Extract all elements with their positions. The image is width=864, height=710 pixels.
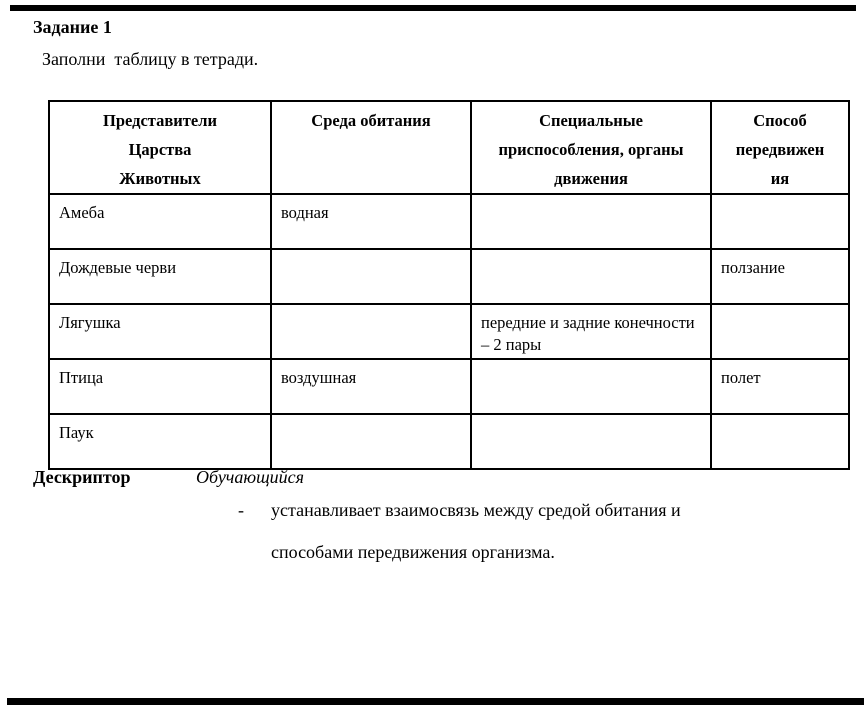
descriptor-criteria-line-1: устанавливает взаимосвязь между средой обитания и — [271, 500, 681, 520]
header-habitat — [271, 101, 471, 194]
row-bird — [49, 359, 849, 414]
header-line: Среда обитания — [311, 111, 431, 130]
descriptor-bullet-dash: - — [238, 500, 244, 520]
row-frog — [49, 304, 849, 359]
cell-ameba-name: Амеба — [49, 194, 271, 249]
header-line: передвижен — [735, 140, 825, 159]
cell-ameba-movement — [711, 194, 849, 249]
cell-spider-adaptations — [471, 414, 711, 469]
cell-spider-movement — [711, 414, 849, 469]
row-earthworms — [49, 249, 849, 304]
cell-frog-habitat — [271, 304, 471, 359]
header-line: приспособления, органы — [498, 140, 684, 159]
cell-frog-adaptations: передние и задние конечности – 2 пары — [471, 304, 711, 359]
cell-bird-adaptations — [471, 359, 711, 414]
header-line: Способ — [753, 111, 807, 130]
animals-table — [48, 100, 850, 470]
task-title: Задание 1 — [33, 17, 112, 37]
header-line: ия — [770, 169, 790, 188]
cell-frog-movement — [711, 304, 849, 359]
cell-ameba-habitat: водная — [271, 194, 471, 249]
cell-spider-name: Паук — [49, 414, 271, 469]
header-line: Представители — [103, 111, 217, 130]
descriptor-criteria-line-2: способами передвижения организма. — [271, 542, 555, 562]
header-line: движения — [554, 169, 628, 188]
row-ameba — [49, 194, 849, 249]
row-spider — [49, 414, 849, 469]
cell-bird-movement: полет — [711, 359, 849, 414]
header-movement — [711, 101, 849, 194]
cell-spider-habitat — [271, 414, 471, 469]
cell-bird-name: Птица — [49, 359, 271, 414]
bottom-edge-line — [7, 698, 864, 705]
descriptor-label: Дескриптор — [33, 467, 131, 487]
cell-earthworms-movement: ползание — [711, 249, 849, 304]
cell-frog-name: Лягушка — [49, 304, 271, 359]
top-edge-line — [10, 5, 856, 11]
cell-ameba-adaptations — [471, 194, 711, 249]
descriptor-subject: Обучающийся — [196, 467, 305, 487]
header-adaptations — [471, 101, 711, 194]
table-header-row — [49, 101, 849, 194]
header-line: Специальные — [539, 111, 643, 130]
header-line: Царства — [128, 140, 192, 159]
header-line: Животных — [119, 169, 201, 188]
cell-earthworms-habitat — [271, 249, 471, 304]
header-representatives — [49, 101, 271, 194]
cell-earthworms-name: Дождевые черви — [49, 249, 271, 304]
cell-earthworms-adaptations — [471, 249, 711, 304]
task-instruction: Заполни таблицу в тетради. — [42, 49, 259, 69]
cell-bird-habitat: воздушная — [271, 359, 471, 414]
